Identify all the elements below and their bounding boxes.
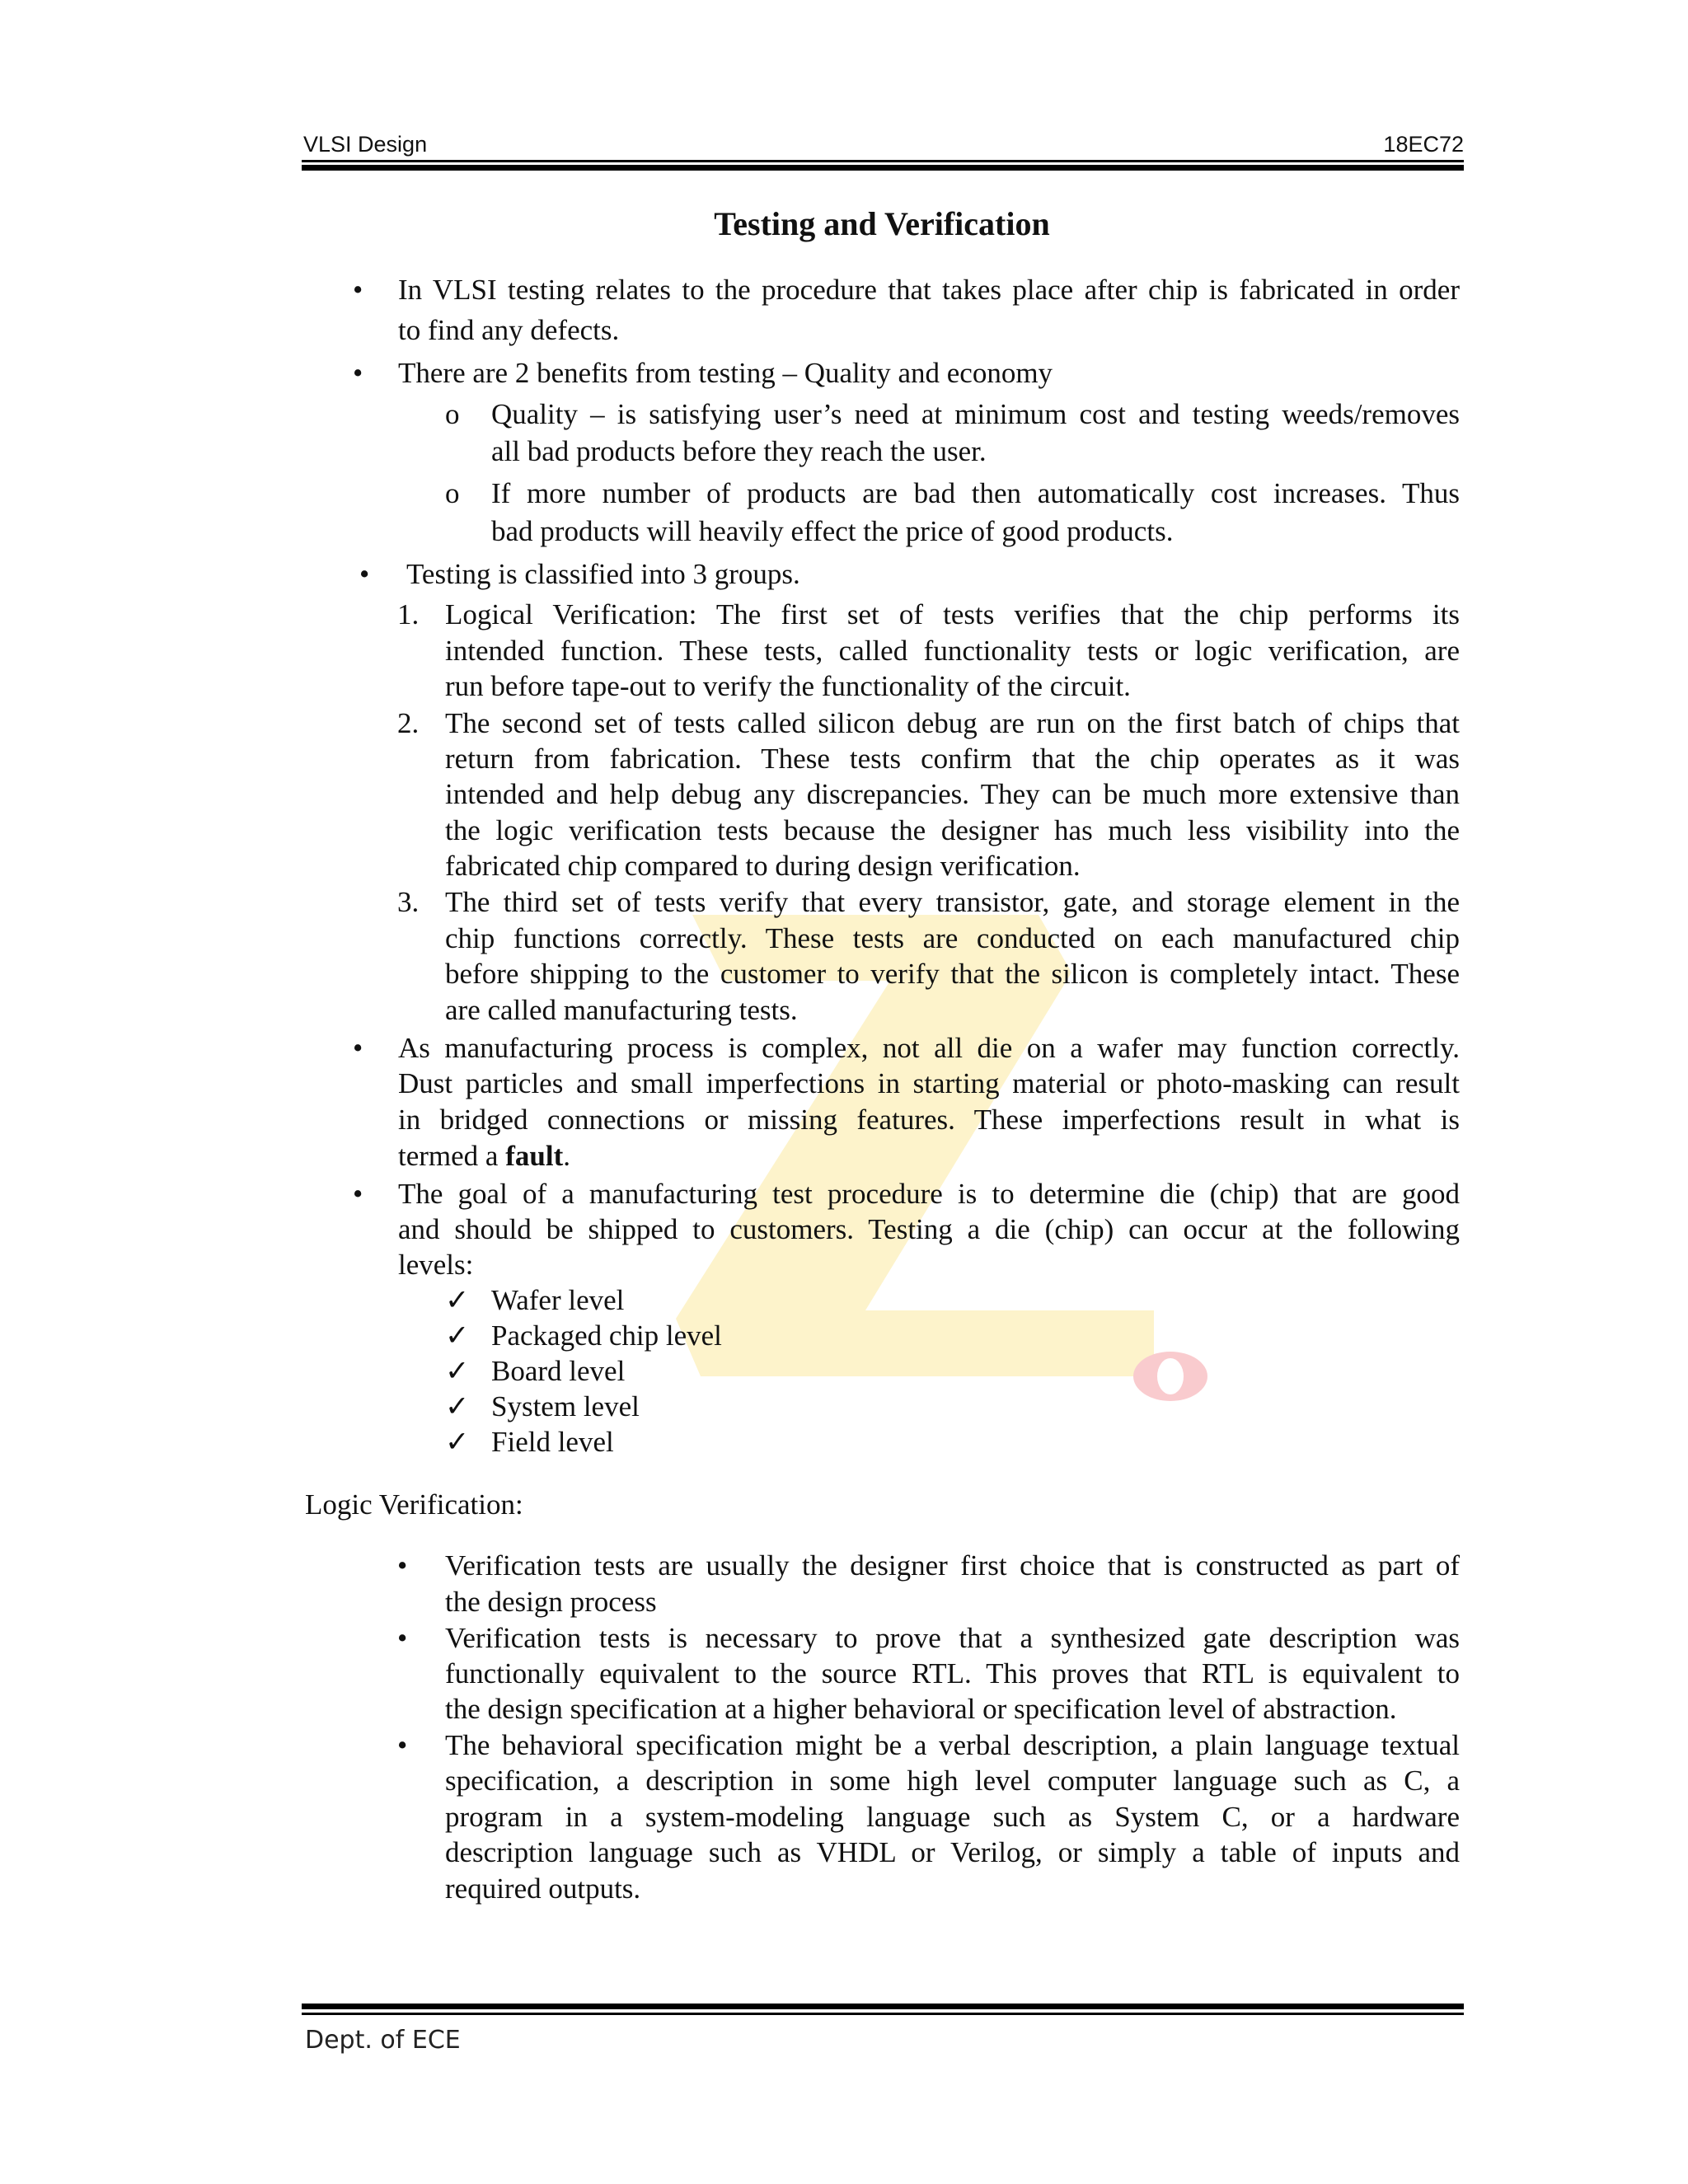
page-header [303, 132, 1464, 158]
paragraph-line: the design specification at a higher behavioral or specification level of abstraction. [445, 1693, 1397, 1725]
bullet-marker [353, 272, 363, 308]
paragraph-line: The behavioral specification might be a verbal description, a plain language textual [445, 1729, 1460, 1761]
header-rule-thick [302, 165, 1464, 171]
checklist-item: Wafer level [491, 1284, 625, 1316]
bullet-marker [397, 1727, 407, 1764]
paragraph-line: Verification tests is necessary to prove that a synthesized gate description was [445, 1622, 1460, 1654]
paragraph-line: Quality – is satisfying user’s need at minimum cost and testing weeds/removes [491, 398, 1460, 430]
bullet-marker [353, 1030, 363, 1066]
paragraph-line: Logical Verification: The first set of tests verifies that the chip performs its [445, 598, 1460, 630]
check-icon: ✓ [445, 1284, 470, 1316]
checklist-item: System level [491, 1390, 640, 1422]
bullet-marker [397, 1548, 407, 1584]
paragraph-line: levels: [398, 1249, 474, 1281]
check-icon: ✓ [445, 1390, 470, 1422]
paragraph-line: Verification tests are usually the designer first choice that is constructed as part of [445, 1549, 1460, 1582]
paragraph-line: The second set of tests called silicon debug are run on the first batch of chips that [445, 707, 1460, 739]
footer-rule-thin [302, 2013, 1464, 2015]
paragraph-line: are called manufacturing tests. [445, 994, 798, 1026]
sub-bullet-marker: o [445, 477, 460, 509]
bullet-marker [353, 355, 363, 391]
checklist-item: Board level [491, 1355, 626, 1387]
paragraph-line: and should be shipped to customers. Testing a die (chip) can occur at the following [398, 1213, 1460, 1245]
paragraph-line: Dust particles and small imperfections in starting material or photo-masking can result [398, 1067, 1460, 1099]
header-course-title: VLSI Design [303, 132, 428, 157]
header-rule-thin [302, 160, 1464, 162]
paragraph-line: chip functions correctly. These tests are conducted on each manufactured chip [445, 922, 1460, 954]
check-icon: ✓ [445, 1426, 470, 1458]
paragraph-line: The third set of tests verify that every transistor, gate, and storage element in the [445, 886, 1460, 918]
fault-prefix: termed a [398, 1140, 506, 1172]
paragraph-line: program in a system-modeling language such as System C, or a hardware [445, 1801, 1460, 1833]
paragraph-line: In VLSI testing relates to the procedure that takes place after chip is fabricated in order [398, 274, 1460, 306]
fault-term: fault [505, 1140, 564, 1172]
paragraph-line: bad products will heavily effect the price of good products. [491, 515, 1174, 547]
paragraph-line: Testing is classified into 3 groups. [406, 558, 800, 590]
paragraph-line: to find any defects. [398, 314, 620, 346]
header-course-code: 18EC72 [1383, 132, 1464, 157]
paragraph-line: As manufacturing process is complex, not all die on a wafer may function correctly. [398, 1032, 1460, 1064]
footer-rule-thick [302, 2004, 1464, 2009]
checklist-item: Field level [491, 1426, 614, 1458]
paragraph-line: required outputs. [445, 1872, 641, 1905]
paragraph-line: If more number of products are bad then automatically cost increases. Thus [491, 477, 1460, 509]
paragraph-line: intended function. These tests, called functionality tests or logic verification, are [445, 635, 1460, 667]
paragraph-line: There are 2 benefits from testing – Quality and economy [398, 357, 1053, 389]
bullet-marker [359, 556, 369, 593]
paragraph-line: the logic verification tests because the designer has much less visibility into the [445, 814, 1460, 846]
paragraph-line: all bad products before they reach the user. [491, 435, 987, 467]
paragraph-line: return from fabrication. These tests confirm that the chip operates as it was [445, 743, 1460, 775]
paragraph-line: before shipping to the customer to verify that the silicon is completely intact. These [445, 958, 1460, 990]
paragraph-line: run before tape-out to verify the functionality of the circuit. [445, 670, 1131, 702]
paragraph-line [398, 1138, 570, 1174]
paragraph-line: specification, a description in some high level computer language such as C, a [445, 1765, 1460, 1797]
bullet-marker [353, 1176, 363, 1212]
list-number: 1. [397, 598, 420, 630]
bullet-marker [397, 1620, 407, 1657]
list-number: 2. [397, 707, 420, 739]
paragraph-line: functionally equivalent to the source RTL. This proves that RTL is equivalent to [445, 1657, 1460, 1690]
paragraph-line: in bridged connections or missing features. These imperfections result in what is [398, 1104, 1460, 1136]
checklist-item: Packaged chip level [491, 1319, 722, 1352]
page-footer: Dept. of ECE [305, 2026, 461, 2055]
check-icon: ✓ [445, 1319, 470, 1352]
fault-period: . [563, 1140, 570, 1172]
paragraph-line: fabricated chip compared to during design verification. [445, 850, 1081, 882]
paragraph-line: The goal of a manufacturing test procedure is to determine die (chip) that are good [398, 1178, 1460, 1210]
sub-bullet-marker: o [445, 398, 460, 430]
section-heading: Logic Verification: [305, 1488, 523, 1521]
paragraph-line: description language such as VHDL or Verilog, or simply a table of inputs and [445, 1836, 1460, 1868]
paragraph-line: intended and help debug any discrepancies. They can be much more extensive than [445, 778, 1460, 810]
list-number: 3. [397, 886, 420, 918]
page-title: Testing and Verification [714, 205, 1050, 242]
paragraph-line: the design process [445, 1586, 657, 1618]
check-icon: ✓ [445, 1355, 470, 1387]
